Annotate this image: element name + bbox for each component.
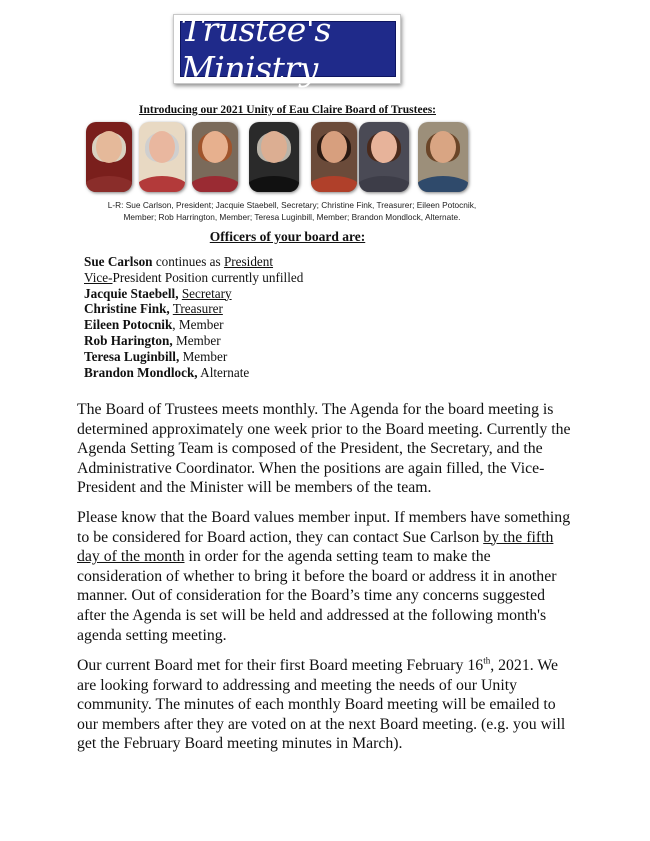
officer-name: Rob Harington,	[84, 332, 173, 348]
officer-name: Jacquie Staebell,	[84, 285, 179, 301]
paragraph-text: Our current Board met for their first Board meeting February 16	[77, 657, 484, 674]
photo-jacquie-staebell	[139, 122, 185, 192]
ordinal-suffix: th	[483, 655, 491, 666]
officer-role: Member	[182, 348, 228, 364]
deadline-text: by the fifth day of the month	[77, 528, 554, 566]
banner-title: Trustee's Ministry	[181, 10, 331, 88]
officer-note: President Position currently unfilled	[112, 269, 304, 285]
officer-role: Alternate	[200, 364, 250, 380]
paragraph-text: , 2021. We are looking forward to addressing and meeting the needs of our Unity community. The minutes of each monthly Board meeting will be emailed to our members after they are voted on at the next Board meeting. (e.g. you will get the February Board meeting minutes in March).	[77, 657, 566, 753]
photo-christine-fink	[192, 122, 238, 192]
officer-name: Teresa Luginbill,	[84, 348, 180, 364]
photo-brandon-mondlock	[418, 122, 468, 192]
banner	[180, 10, 396, 88]
officer-role: Treasurer	[172, 301, 223, 317]
officer-name: Christine Fink,	[84, 301, 170, 317]
officer-role: President	[223, 254, 274, 269]
officer-row	[84, 270, 303, 286]
photo-sue-carlson	[86, 122, 132, 192]
officer-role: Member	[175, 332, 221, 348]
officer-row	[84, 317, 303, 333]
caption-line: Member; Rob Harrington, Member; Teresa Luginbill, Member; Brandon Mondlock, Alternate.	[123, 212, 461, 222]
officer-role: Member	[178, 317, 224, 333]
officers-heading: Officers of your board are:	[209, 229, 366, 244]
officer-name: Sue Carlson	[84, 254, 153, 269]
photo-eileen-potocnik	[249, 122, 299, 192]
officer-row	[84, 286, 303, 302]
officer-sep: continues as	[152, 254, 224, 269]
officer-name: Brandon Mondlock,	[84, 364, 198, 380]
photo-rob-harrington	[311, 122, 357, 192]
officer-sep: ,	[172, 317, 179, 333]
officer-row	[84, 349, 303, 365]
photo-teresa-luginbill	[359, 122, 409, 192]
officer-role: Vice-	[84, 269, 113, 285]
intro-heading: Introducing our 2021 Unity of Eau Claire Board of Trustees:	[139, 104, 436, 116]
paragraph-text: Please know that the Board values member input. If members have something to be considered for Board action, they can contact Sue Carlson	[77, 509, 571, 546]
officer-name: Eileen Potocnik	[84, 317, 173, 333]
paragraph-member-input	[77, 508, 577, 645]
banner-frame	[173, 10, 401, 88]
paragraph-meetings: The Board of Trustees meets monthly. The Agenda for the board meeting is determined approximately one week prior to the Board meeting. Currently the Agenda Setting Team is composed of the President, the Secretary, and the Administrative Coordinator. When the positions are again filled, the Vice-President and the Minister will be members of the team.	[77, 401, 571, 497]
officers-list	[84, 254, 303, 380]
caption-line: L-R: Sue Carlson, President; Jacquie Staebell, Secretary; Christine Fink, Treasurer; Eileen Potocnik,	[107, 200, 477, 210]
officer-row	[84, 301, 303, 317]
officer-row	[84, 333, 303, 349]
paragraph-text: in order for the agenda setting team to make the consideration of whether to bring it before the board or address it in another manner. Out of consideration for the Board’s time any concerns suggested after the Agenda is set will be held and addressed at the following month's agenda setting meeting.	[77, 548, 557, 644]
officer-row	[84, 365, 303, 381]
photo-caption	[62, 199, 522, 223]
officer-role: Secretary	[181, 285, 232, 301]
officer-row	[84, 254, 303, 270]
paragraph-first-meeting	[77, 656, 577, 754]
